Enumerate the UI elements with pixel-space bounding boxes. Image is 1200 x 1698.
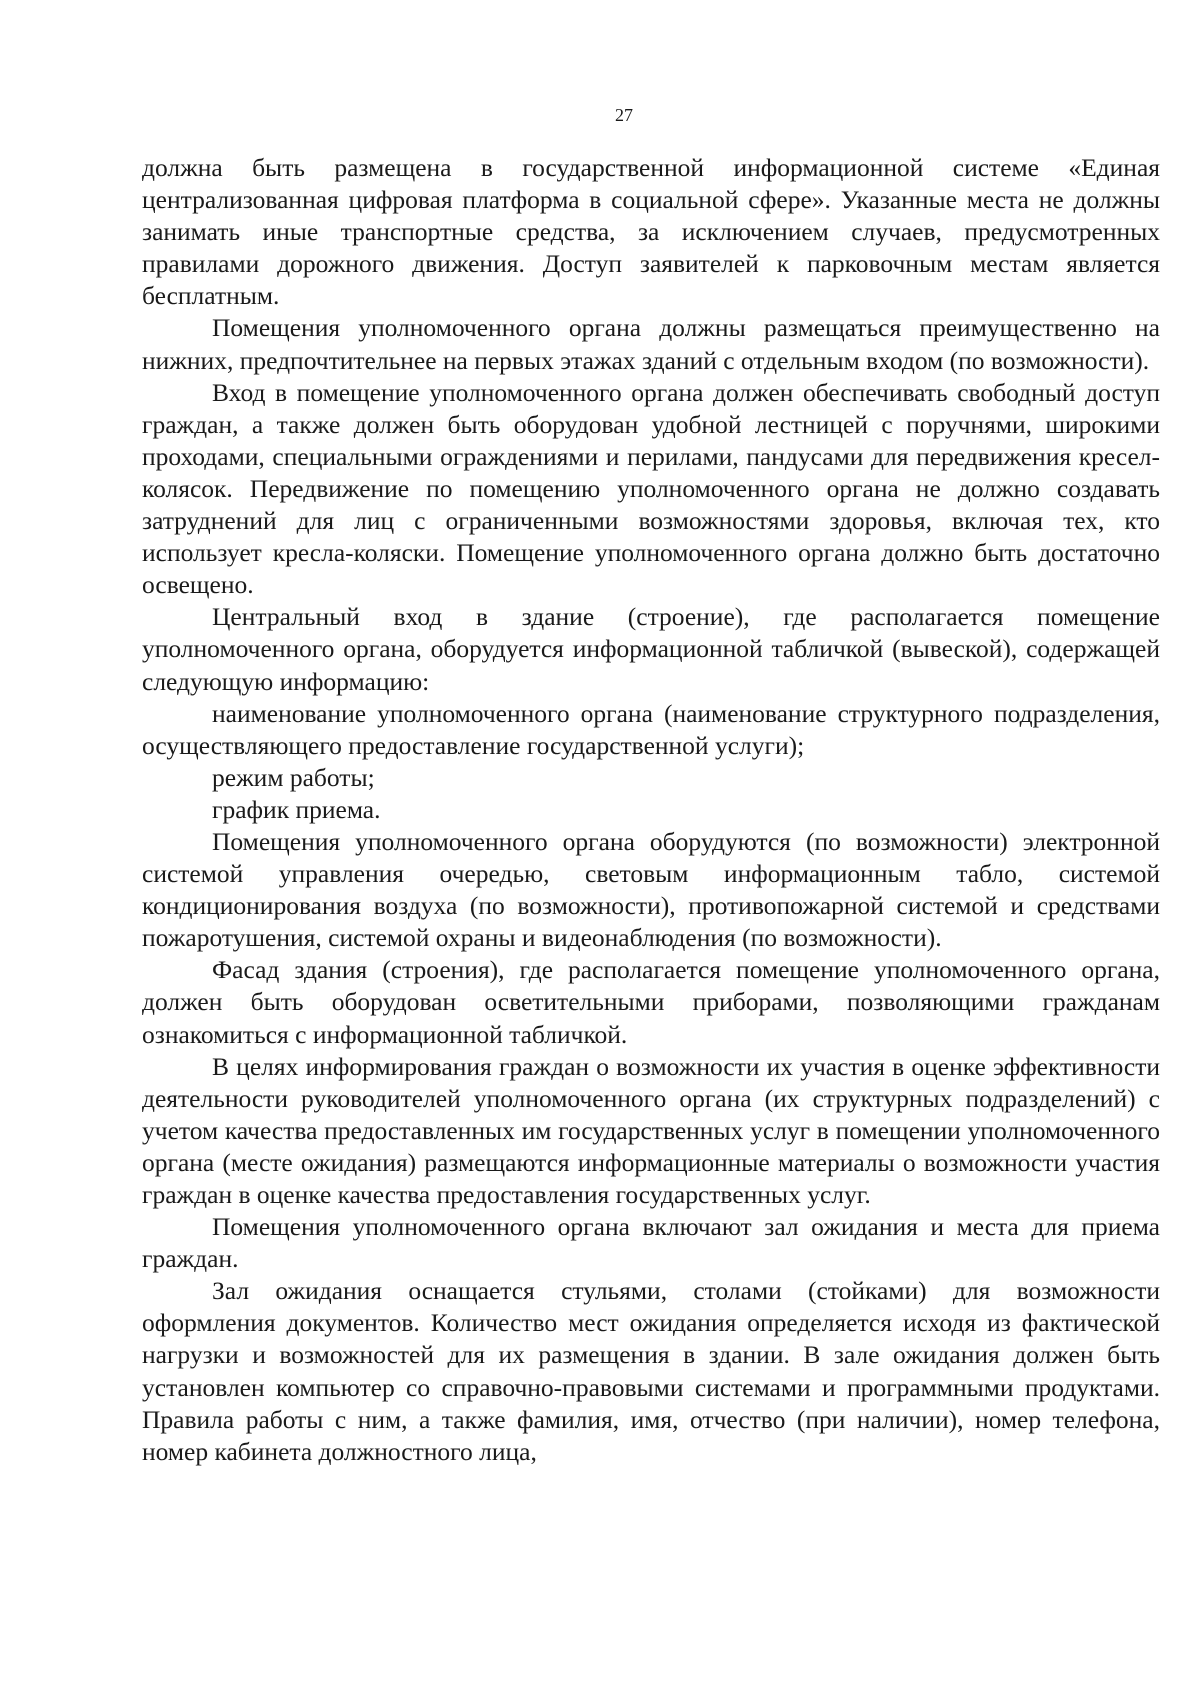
paragraph-premises-equipment: Помещения уполномоченного органа оборудуются (по возможности) электронной системой управления очередью, световым информационным табло, системой кондиционирования воздуха (по возможности), противопожарной системой и средствами пожаротушения, системой охраны и видеонаблюдения (по возможности). xyxy=(142,826,1160,953)
paragraph-premises-location: Помещения уполномоченного органа должны размещаться преимущественно на нижних, предпочтительнее на первых этажах зданий с отдельным входом (по возможности). xyxy=(142,313,1160,375)
list-item-organ-name: наименование уполномоченного органа (наименование структурного подразделения, осуществляющего предоставление государственной услуги); xyxy=(142,698,1160,760)
paragraph-entrance-access: Вход в помещение уполномоченного органа должен обеспечивать свободный доступ граждан, а также должен быть оборудован удобной лестницей с поручнями, широкими проходами, специальными ограждениями и перилами, пандусами для передвижения кресел-колясок. Передвижение по помещению уполномоченного органа не должно создавать затруднений для лиц с ограниченными возможностями здоровья, включая тех, кто использует кресла-коляски. Помещение уполномоченного органа должно быть достаточно освещено. xyxy=(142,377,1160,600)
paragraph-facade-lighting: Фасад здания (строения), где располагается помещение уполномоченного органа, должен быть оборудован осветительными приборами, позволяющими гражданам ознакомиться с информационной табличкой. xyxy=(142,955,1160,1049)
paragraph-parking-continuation: должна быть размещена в государственной информационной системе «Единая централизованная цифровая платформа в социальной сфере». Указанные места не должны занимать иные транспортные средства, за исключением случаев, предусмотренных правилами дорожного движения. Доступ заявителей к парковочным местам является бесплатным. xyxy=(142,153,1160,311)
list-item-reception-schedule: график приема. xyxy=(212,794,381,824)
paragraph-waiting-hall: Помещения уполномоченного органа включают зал ожидания и места для приема граждан. xyxy=(142,1212,1160,1274)
paragraph-central-entrance-sign: Центральный вход в здание (строение), где располагается помещение уполномоченного органа, оборудуется информационной табличкой (вывеской), содержащей следующую информацию: xyxy=(142,602,1160,696)
document-body xyxy=(142,152,1160,1468)
page-number: 27 xyxy=(615,105,633,125)
paragraph-waiting-hall-equipment: Зал ожидания оснащается стульями, столами (стойками) для возможности оформления документов. Количество мест ожидания определяется исходя из фактической нагрузки и возможностей для их размещения в здании. В зале ожидания должен быть установлен компьютер со справочно-правовыми системами и программными продуктами. Правила работы с ним, а также фамилия, имя, отчество (при наличии), номер телефона, номер кабинета должностного лица, xyxy=(142,1276,1160,1466)
paragraph-evaluation-info: В целях информирования граждан о возможности их участия в оценке эффективности деятельности руководителей уполномоченного органа (их структурных подразделений) с учетом качества предоставленных им государственных услуг в помещении уполномоченного органа (месте ожидания) размещаются информационные материалы о возможности участия граждан в оценке качества предоставления государственных услуг. xyxy=(142,1051,1160,1209)
list-item-work-schedule: режим работы; xyxy=(212,762,375,792)
